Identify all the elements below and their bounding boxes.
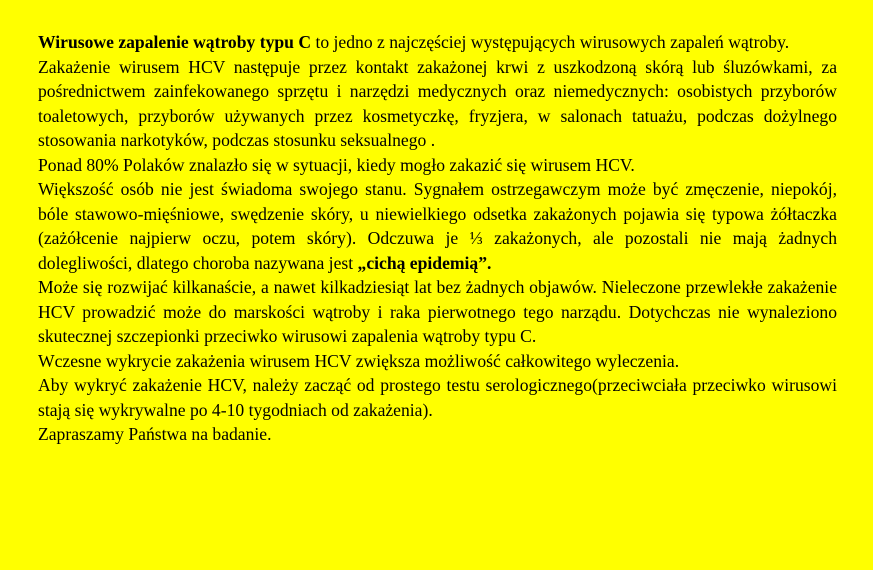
intro-text: to jedno z najczęściej występujących wirusowych zapaleń wątroby. [311,32,790,52]
paragraph-progression: Może się rozwijać kilkanaście, a nawet kilkadziesiąt lat bez żadnych objawów. Nieleczone przewlekłe zakażenie HCV prowadzić może do marskości wątroby i raka pierwotnego tego narządu. Dotychczas nie wynaleziono skutecznej szczepionki przeciwko wirusowi zapalenia wątroby typu C. [38,277,837,346]
intro-heading: Wirusowe zapalenie wątroby typu C [38,32,312,52]
paragraph-intro [38,30,837,55]
paragraph-invitation: Zapraszamy Państwa na badanie. [38,424,272,444]
silent-epidemic-term: „cichą epidemią”. [357,252,492,273]
symptoms-text: Większość osób nie jest świadoma swojego stanu. Sygnałem ostrzegawczym może być zmęczenie, niepokój, bóle stawowo-mięśniowe, swędzenie skóry, u niewielkiego odsetka zakażonych pojawia się typowa żółtaczka (zażółcenie najpierw oczu, potem skóry). Odczuwa je ⅓ zakażonych, ale pozostali nie mają żadnych dolegliwości, dlatego choroba nazywana jest [38,179,837,273]
paragraph-early-detection: Wczesne wykrycie zakażenia wirusem HCV zwiększa możliwość całkowitego wyleczenia. [38,350,680,371]
paragraph-statistics: Ponad 80% Polaków znalazło się w sytuacji, kiedy mogło zakazić się wirusem HCV. [38,154,635,175]
paragraph-testing: Aby wykryć zakażenie HCV, należy zacząć od prostego testu serologicznego(przeciwciała przeciwko wirusowi stają się wykrywalne po 4-10 tygodniach od zakażenia). [38,375,837,420]
paragraph-transmission: Zakażenie wirusem HCV następuje przez kontakt zakażonej krwi z uszkodzoną skórą lub śluzówkami, za pośrednictwem zainfekowanego sprzętu i narzędzi medycznych oraz niemedycznych: osobistych przyborów toaletowych, przyborów używanych przez kosmetyczkę, fryzjera, w salonach tatuażu, podczas dożylnego stosowania narkotyków, podczas stosunku seksualnego . [38,56,837,150]
paragraph-symptoms [38,177,837,275]
